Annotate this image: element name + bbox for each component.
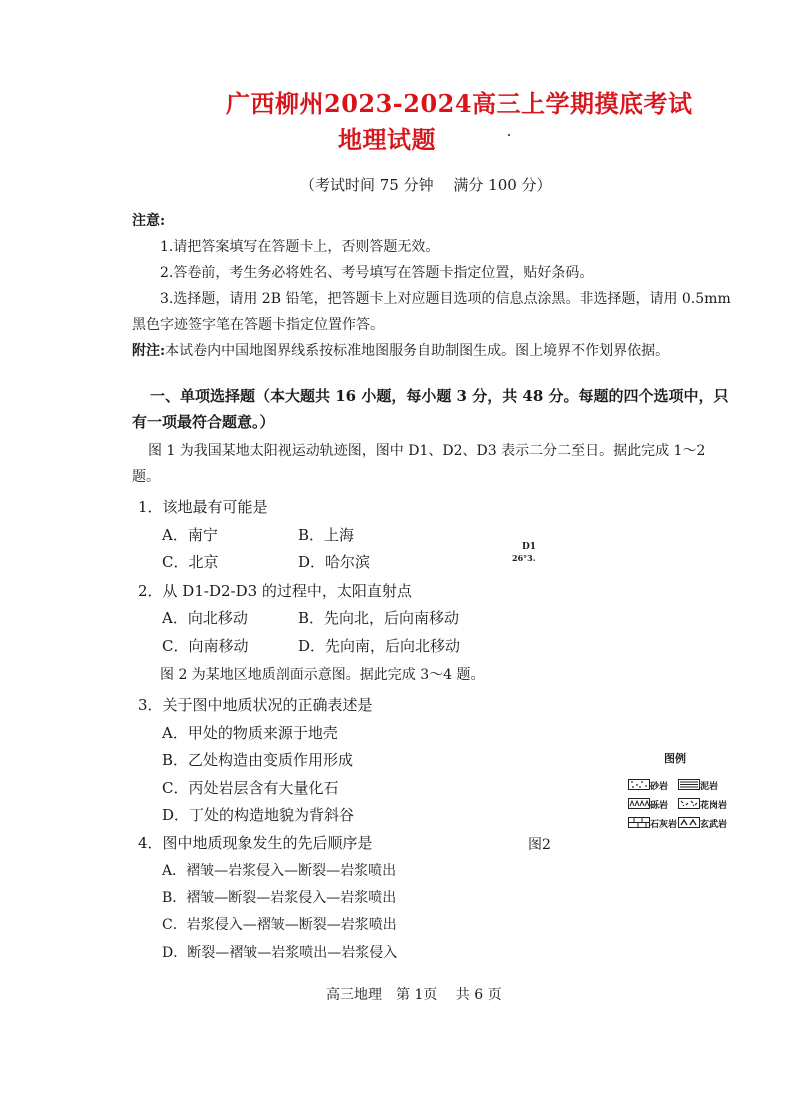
section-heading: 一、单项选择题（本大题共 16 小题，每小题 3 分，共 48 分。每题的四个选项中，只: [150, 387, 729, 405]
legend-label-limestone: 石灰岩: [650, 820, 678, 830]
figure2-caption: 图2: [528, 837, 551, 853]
basalt-pattern-icon: [678, 817, 700, 828]
exam-info: （考试时间 75 分钟 满分 100 分）: [300, 176, 552, 194]
question-2-option-b: B．先向北，后向南移动: [298, 609, 460, 627]
legend-label-conglomerate: 砾岩: [650, 801, 669, 811]
question-4-option-d: D．断裂—褶皱—岩浆喷出—岩浆侵入: [162, 945, 398, 961]
legend-item-conglomerate: [628, 793, 668, 812]
question-3-option-a: A．甲处的物质来源于地壳: [162, 724, 338, 742]
figure1-label-angle: 26°3.: [512, 553, 536, 563]
exam-title: 广西柳州2023-2024高三上学期摸底考试: [226, 89, 693, 118]
question-1-stem: 1．该地最有可能是: [138, 498, 268, 516]
question-3-option-c: C．丙处岩层含有大量化石: [162, 779, 339, 797]
question-2-option-d: D．先向南，后向北移动: [298, 637, 461, 655]
notice-item-3: 3.选择题，请用 2B 铅笔，把答题卡上对应题目选项的信息点涂黑。非选择题，请用 0.5mm: [160, 291, 731, 307]
notice-appendix: [132, 340, 669, 360]
figure2-intro: 图 2 为某地区地质剖面示意图。据此完成 3～4 题。: [160, 667, 485, 683]
question-3-option-b: B．乙处构造由变质作用形成: [162, 751, 354, 769]
question-4-option-b: B．褶皱—断裂—岩浆侵入—岩浆喷出: [162, 890, 397, 906]
subject-title: 地理试题: [338, 125, 436, 154]
question-2-option-c: C．向南移动: [162, 637, 249, 655]
mudstone-pattern-icon: [678, 779, 700, 790]
question-3-stem: 3．关于图中地质状况的正确表述是: [138, 696, 373, 714]
legend-title: 图例: [664, 752, 686, 765]
notice-heading: 注意:: [132, 213, 166, 229]
page-footer: 高三地理 第 1页 共 6 页: [326, 987, 502, 1003]
conglomerate-pattern-icon: [628, 798, 650, 809]
figure2-legend: [626, 750, 736, 830]
question-4-stem: 4．图中地质现象发生的先后顺序是: [138, 834, 373, 852]
scan-speck: [508, 134, 510, 136]
figure1-label-d1: D1: [522, 542, 537, 552]
question-2-option-a: A．向北移动: [162, 609, 248, 627]
granite-pattern-icon: [678, 798, 700, 809]
notice-item-1: 1.请把答案填写在答题卡上，否则答题无效。: [160, 239, 440, 255]
notice-item-2: 2.答卷前，考生务必将姓名、考号填写在答题卡指定位置，贴好条码。: [160, 265, 594, 281]
legend-label-granite: 花岗岩: [700, 801, 728, 811]
question-3-option-d: D．丁处的构造地貌为背斜谷: [162, 806, 355, 824]
sandstone-pattern-icon: [628, 779, 650, 790]
legend-item-granite: [678, 793, 727, 812]
limestone-pattern-icon: [628, 817, 650, 828]
appendix-text: 本试卷内中国地图界线系按标准地图服务自助制图生成。图上境界不作划界依据。: [165, 343, 670, 359]
question-1-option-d: D．哈尔滨: [298, 553, 371, 571]
question-1-option-b: B．上海: [298, 526, 355, 544]
question-4-option-c: C．岩浆侵入—褶皱—断裂—岩浆喷出: [162, 917, 397, 933]
legend-item-sandstone: [628, 774, 668, 793]
notice-item-3-cont: 黑色字迹签字笔在答题卡指定位置作答。: [132, 317, 384, 333]
legend-item-mudstone: [678, 774, 718, 793]
figure1-intro: 图 1 为我国某地太阳视运动轨迹图，图中 D1、D2、D3 表示二分二至日。据此完成 1～2: [148, 443, 706, 459]
question-2-stem: 2．从 D1-D2-D3 的过程中，太阳直射点: [138, 582, 412, 600]
question-1-option-a: A．南宁: [162, 526, 218, 544]
legend-label-mudstone: 泥岩: [700, 782, 719, 792]
figure1-intro-cont: 题。: [132, 469, 160, 485]
appendix-label: 附注:: [132, 343, 166, 359]
legend-item-basalt: [678, 812, 727, 831]
question-4-option-a: A．褶皱—岩浆侵入—断裂—岩浆喷出: [162, 863, 397, 879]
legend-label-sandstone: 砂岩: [650, 782, 669, 792]
question-1-option-c: C．北京: [162, 553, 219, 571]
section-heading-cont: 有一项最符合题意。）: [132, 413, 275, 431]
legend-item-limestone: [628, 812, 677, 831]
legend-label-basalt: 玄武岩: [700, 820, 728, 830]
